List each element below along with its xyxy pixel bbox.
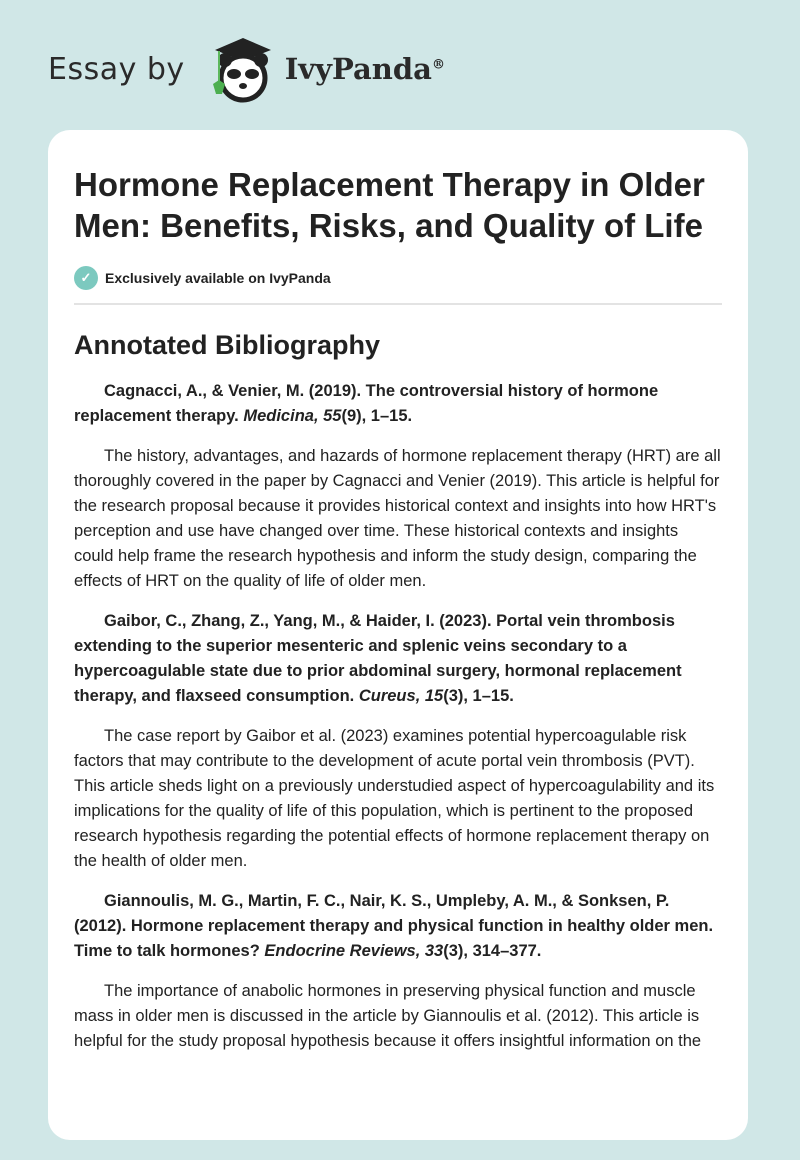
journal-name: Medicina, 55 xyxy=(243,407,342,425)
citation xyxy=(74,609,722,709)
brand-text: IvyPanda xyxy=(284,52,432,86)
brand-name xyxy=(285,52,445,86)
citation xyxy=(74,379,722,429)
citation-text: Cagnacci, A., & Venier, M. (2019). The controversial history of hormone replacement therapy. xyxy=(74,382,659,425)
citation-pages: (3), 1–15. xyxy=(443,687,514,705)
citation-text: Gaibor, C., Zhang, Z., Yang, M., & Haider, I. (2023). Portal vein thrombosis extending to the superior mesenteric and splenic veins secondary to a hypercoagulable state due to prior abdominal surgery, hormonal replacement therapy, and flaxseed consumption. xyxy=(74,612,682,705)
journal-name: Cureus, 15 xyxy=(358,687,444,705)
exclusive-label: Exclusively available on IvyPanda xyxy=(105,270,331,286)
page-title: Hormone Replacement Therapy in Older Men: Benefits, Risks, and Quality of Life xyxy=(74,166,705,244)
registered-mark: ® xyxy=(431,57,445,73)
citation-pages: (9), 1–15. xyxy=(341,407,413,425)
citation-text: Giannoulis, M. G., Martin, F. C., Nair, K. S., Umpleby, A. M., & Sonksen, P. (2012). Hormone replacement therapy and physical function in healthy older men. Time to talk hormones? xyxy=(74,892,714,960)
ivypanda-logo-icon[interactable] xyxy=(203,34,279,104)
site-header xyxy=(48,34,445,104)
journal-name: Endocrine Reviews, 33 xyxy=(264,942,444,960)
citation xyxy=(74,889,722,964)
annotation: The history, advantages, and hazards of hormone replacement therapy (HRT) are all thoroughly covered in the paper by Cagnacci and Venier (2019). This article is helpful for the research proposal because it provides historical context and insights into how HRT's perception and use have changed over time. These historical contexts and insights could help frame the research hypothesis and inform the study design, comparing the effects of HRT on the quality of life of older men. xyxy=(74,447,721,590)
essay-card xyxy=(48,130,748,1140)
essay-by-label: Essay by xyxy=(48,51,185,87)
citation-pages: (3), 314–377. xyxy=(443,942,542,960)
annotation: The importance of anabolic hormones in preserving physical function and muscle mass in older men is discussed in the article by Giannoulis et al. (2012). This article is helpful for the study proposal hypothesis because it offers insightful information on the xyxy=(74,982,702,1050)
section-heading: Annotated Bibliography xyxy=(74,330,380,360)
exclusive-badge xyxy=(74,266,722,290)
bibliography-list xyxy=(74,379,722,1054)
divider xyxy=(74,303,722,305)
check-icon: ✓ xyxy=(74,266,98,290)
annotation: The case report by Gaibor et al. (2023) examines potential hypercoagulable risk factors that may contribute to the development of acute portal vein thrombosis (PVT). This article sheds light on a previously understudied aspect of hypercoagulability and its implications for the quality of life of this population, which is pertinent to the proposed research hypothesis regarding the potential effects of hormone replacement therapy on the health of older men. xyxy=(74,727,715,870)
